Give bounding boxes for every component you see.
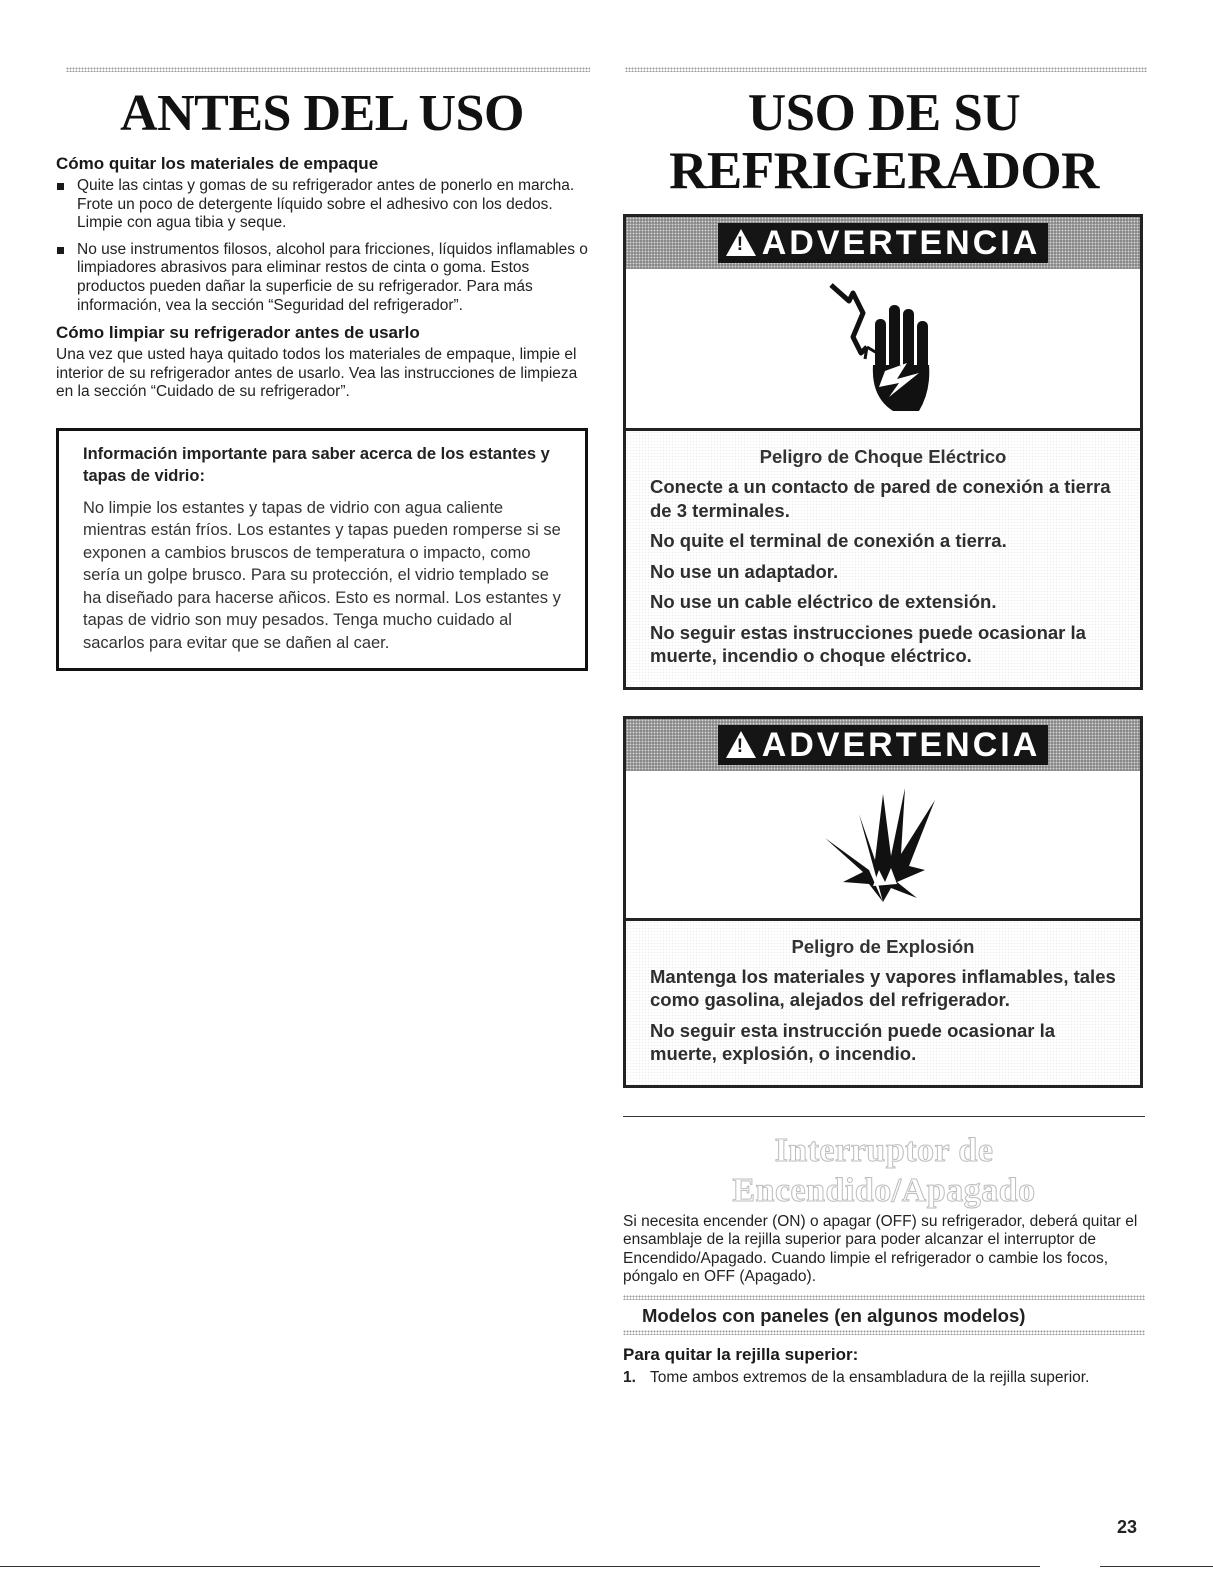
warning-text-area bbox=[626, 921, 1140, 1085]
remove-grille-steps bbox=[623, 1369, 1145, 1388]
warning-line: Conecte a un contacto de pared de conexión a tierra de 3 terminales. bbox=[650, 476, 1111, 521]
warning-line: No use un adaptador. bbox=[650, 560, 839, 582]
electric-shock-warning bbox=[623, 214, 1143, 690]
right-column bbox=[623, 84, 1145, 1387]
warning-triangle-icon bbox=[726, 731, 756, 758]
packaging-heading: Cómo quitar los materiales de empaque bbox=[56, 154, 379, 173]
models-rule-top bbox=[623, 1295, 1145, 1300]
models-rule-bottom bbox=[623, 1330, 1145, 1335]
top-rule-right bbox=[625, 67, 1147, 72]
warning-line: No seguir estas instrucciones puede ocasionar la muerte, incendio o choque eléctrico. bbox=[650, 621, 1086, 666]
explosion-icon bbox=[813, 774, 953, 914]
title-line-1: USO DE SU bbox=[747, 84, 1021, 142]
cleaning-heading: Cómo limpiar su refrigerador antes de usarlo bbox=[56, 323, 420, 343]
glass-shelves-info-box bbox=[56, 428, 588, 672]
bottom-rule-left bbox=[0, 1566, 1040, 1567]
packaging-bullets bbox=[56, 177, 588, 315]
title-line-2: REFRIGERADOR bbox=[669, 142, 1099, 200]
list-item bbox=[623, 1369, 1145, 1388]
warning-line: No quite el terminal de conexión a tierra. bbox=[650, 530, 1007, 551]
warning-text-area bbox=[626, 431, 1140, 687]
warning-header bbox=[626, 217, 1140, 269]
models-heading: Modelos con paneles (en algunos modelos) bbox=[642, 1304, 1026, 1326]
switch-section-title: Interruptor de Encendido/Apagado bbox=[732, 1131, 1036, 1209]
page-number: 23 bbox=[1117, 1517, 1138, 1537]
warning-icon-area bbox=[626, 269, 1140, 431]
list-item: No use instrumentos filosos, alcohol para fricciones, líquidos inflamables o limpiadores abrasivos para eliminar restos de cinta o goma. Estos productos pueden dañar la superficie de su refrigerador. Para más información, vea la sección “Seguridad del refrigerador”. bbox=[56, 241, 588, 315]
warning-line: No use un cable eléctrico de extensión. bbox=[650, 591, 997, 612]
info-box-text: No limpie los estantes y tapas de vidrio con agua caliente mientras están fríos. Los estantes y tapas pueden romperse si se exponen a cambios bruscos de temperatura o impacto, como sería un golpe brusco. Para su protección, el vidrio templado se ha diseñado para hacerse añicos. Esto es normal. Los estantes y tapas de vidrio son muy pesados. Tenga mucho cuidado al sacarlos para evitar que se dañen al caer. bbox=[83, 498, 561, 652]
info-box-heading: Información importante para saber acerca de los estantes y tapas de vidrio: bbox=[83, 444, 550, 485]
bottom-rule-right bbox=[1100, 1566, 1213, 1567]
step-text: Tome ambos extremos de la ensambladura de la rejilla superior. bbox=[650, 1368, 1090, 1386]
warning-header bbox=[626, 719, 1140, 771]
section-divider bbox=[623, 1116, 1145, 1117]
page-title-antes-del-uso: ANTES DEL USO bbox=[120, 85, 524, 142]
remove-grille-heading: Para quitar la rejilla superior: bbox=[623, 1344, 859, 1364]
warning-line: Mantenga los materiales y vapores inflamables, tales como gasolina, alejados del refrigerador. bbox=[650, 965, 1116, 1010]
warning-title: Peligro de Explosión bbox=[791, 935, 975, 957]
left-column bbox=[56, 84, 588, 671]
warning-label: !ADVERTENCIA bbox=[718, 725, 1049, 765]
list-item: Quite las cintas y gomas de su refrigerador antes de ponerlo en marcha. Frote un poco de detergente líquido sobre el adhesivo con los dedos. Limpie con agua tibia y seque. bbox=[56, 177, 588, 233]
switch-section-text: Si necesita encender (ON) o apagar (OFF) su refrigerador, deberá quitar el ensamblaje de la rejilla superior para poder alcanzar el interruptor de Encendido/Apagado. Cuando limpie el refrigerador o cambie los focos, póngalo en OFF (Apagado). bbox=[623, 1212, 1138, 1286]
top-rule-left bbox=[66, 67, 590, 72]
explosion-warning bbox=[623, 716, 1143, 1088]
electric-shock-hand-icon bbox=[823, 279, 943, 419]
step-number: 1. bbox=[623, 1368, 636, 1386]
warning-line: No seguir esta instrucción puede ocasionar la muerte, explosión, o incendio. bbox=[650, 1019, 1056, 1064]
cleaning-text: Una vez que usted haya quitado todos los materiales de empaque, limpie el interior de su refrigerador antes de usarlo. Vea las instrucciones de limpieza en la sección “Cuidado de su refrigerador”. bbox=[56, 346, 578, 401]
page-title-uso-de-su-refrigerador bbox=[623, 84, 1145, 200]
warning-icon-area bbox=[626, 771, 1140, 921]
warning-title: Peligro de Choque Eléctrico bbox=[759, 446, 1007, 467]
warning-label: !ADVERTENCIA bbox=[718, 223, 1049, 263]
warning-triangle-icon bbox=[726, 229, 756, 256]
